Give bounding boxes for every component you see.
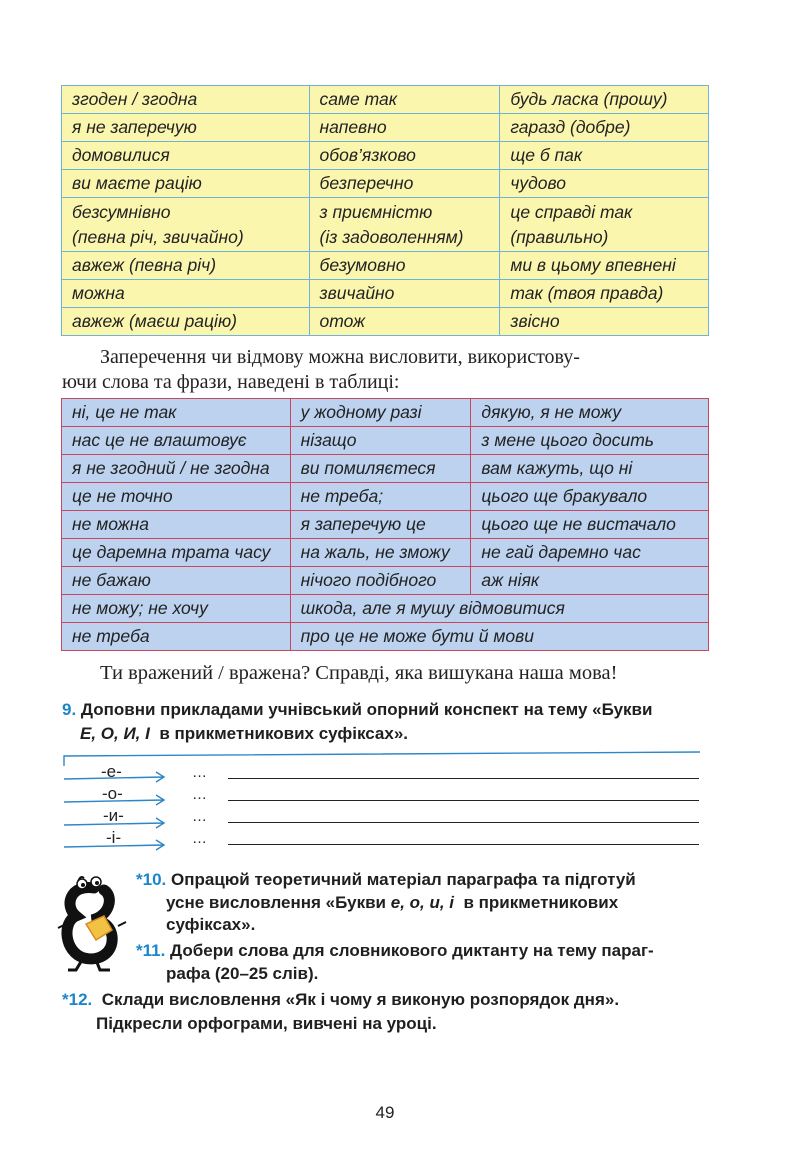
task-10-line-2 [166,891,618,915]
table-cell: не можна [62,511,291,539]
table-row [62,595,709,623]
task-number: 9. [62,700,77,719]
task-12-line-2: Підкресли орфограми, вивчені на уроці. [96,1014,437,1033]
ellipsis: … [192,764,208,781]
table-row [62,280,709,308]
table-cell: не можу; не хочу [62,595,291,623]
table-cell: аж ніяк [471,567,709,595]
task-9-line-2 [80,722,408,746]
table-cell: авжеж (певна річ) [62,252,310,280]
suffix-label: -о- [102,784,123,803]
table-cell: саме так [309,86,500,114]
intro-text-line-2: ючи слова та фрази, наведені в таблиці: [62,371,400,393]
table-row [62,427,709,455]
table-cell: це не точно [62,483,291,511]
table-cell: обов’язково [309,142,500,170]
table-row [62,308,709,336]
answer-line [228,844,699,845]
table-cell: не треба [62,623,291,651]
table-cell: ви помиляєтеся [290,455,471,483]
table-cell: ні, це не так [62,399,291,427]
ellipsis: … [192,808,208,825]
table-cell: можна [62,280,310,308]
mascot-illustration [56,866,130,974]
table-cell: я не заперечую [62,114,310,142]
suffix-label: -е- [101,762,122,781]
scheme-bracket [64,752,700,766]
table-cell: я заперечую це [290,511,471,539]
ellipsis: … [192,786,208,803]
table-row [62,623,709,651]
table-cell: нізащо [290,427,471,455]
table-cell: домовилися [62,142,310,170]
table-cell: нічого подібного [290,567,471,595]
table-row [62,567,709,595]
answer-line [228,822,699,823]
page-number: 49 [375,1103,395,1122]
table-cell: авжеж (маєш рацію) [62,308,310,336]
table-cell: звичайно [309,280,500,308]
table-cell: ви маєте рацію [62,170,310,198]
answer-line [228,800,699,801]
table-cell: ще б пак [500,142,709,170]
task-letters: е, о, и, і [390,893,455,912]
refusal-phrases-table [61,398,709,651]
table-cell: я не згодний / не згодна [62,455,291,483]
table-cell: так (твоя правда) [500,280,709,308]
table-cell: отож [309,308,500,336]
table-cell: цього ще не вистачало [471,511,709,539]
table-row [62,252,709,280]
table-row [62,399,709,427]
table-cell: не бажаю [62,567,291,595]
task-10 [136,868,636,892]
answer-line [228,778,699,779]
table-row [62,86,709,114]
table-cell: безперечно [309,170,500,198]
table-cell: безумовно [309,252,500,280]
table-cell: з мене цього досить [471,427,709,455]
table-row [62,142,709,170]
table-cell: ми в цьому впевнені [500,252,709,280]
table-cell: у жодному разі [290,399,471,427]
table-cell: це даремна трата часу [62,539,291,567]
table-cell: шкода, але я мушу відмовитися [290,595,708,623]
task-10-line-3: суфіксах». [166,915,256,934]
table-cell: безсумнівно (певна річ, звичайно) [62,198,310,252]
closing-text: Ти вражений / вражена? Справді, яка вишукана наша мова! [100,662,618,684]
task-text: в прикметникових суфіксах». [159,724,409,743]
table-cell: будь ласка (прошу) [500,86,709,114]
intro-text-line-1: Заперечення чи відмову можна висловити, використову- [100,346,580,368]
table-row [62,114,709,142]
table-row [62,455,709,483]
table-cell: дякую, я не можу [471,399,709,427]
task-number: *11. [136,941,166,960]
table-row [62,170,709,198]
table-cell: з приємністю (із задоволенням) [309,198,500,252]
task-number: *12. [62,990,93,1009]
task-text: Склади висловлення «Як і чому я виконую розпорядок дня». [101,990,620,1009]
agreement-phrases-table [61,85,709,336]
table-row [62,511,709,539]
table-row [62,198,709,252]
task-9 [62,698,652,722]
table-cell: звісно [500,308,709,336]
table-cell: не гай даремно час [471,539,709,567]
ellipsis: … [192,830,208,847]
task-text: Добери слова для словникового диктанту на тему параг- [170,941,654,960]
suffix-label: -і- [106,828,122,847]
task-letters: Е, О, И, І [80,724,150,743]
table-cell: чудово [500,170,709,198]
task-12 [62,988,619,1012]
task-11 [136,939,654,963]
table-row [62,539,709,567]
table-cell: згоден / згодна [62,86,310,114]
task-number: *10. [136,870,167,889]
suffix-label: -и- [103,806,124,825]
table-cell: цього ще бракувало [471,483,709,511]
table-cell: на жаль, не зможу [290,539,471,567]
table-cell: не треба; [290,483,471,511]
table-cell: вам кажуть, що ні [471,455,709,483]
task-text: усне висловлення «Букви [166,893,386,912]
table-cell: напевно [309,114,500,142]
task-text: в прикметникових [463,893,619,912]
table-cell: нас це не влаштовує [62,427,291,455]
task-text: Опрацюй теоретичний матеріал параграфа та підготуй [170,870,636,889]
table-row [62,483,709,511]
table-cell: це справді так (правильно) [500,198,709,252]
task-text: Доповни прикладами учнівський опорний конспект на тему «Букви [80,700,653,719]
table-cell: гаразд (добре) [500,114,709,142]
table-cell: про це не може бути й мови [290,623,708,651]
task-11-line-2: рафа (20–25 слів). [166,964,319,983]
